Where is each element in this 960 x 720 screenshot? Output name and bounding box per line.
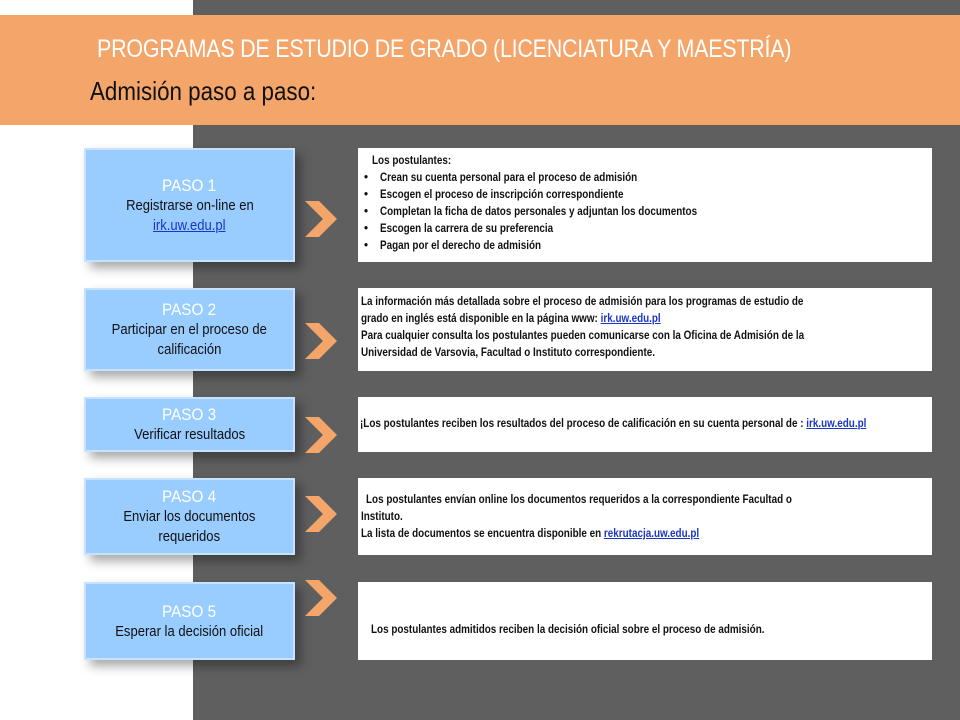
step-1-box — [84, 148, 295, 262]
step-4-info-line1: Los postulantes envían online los documentos requeridos a la correspondiente Facultad o — [366, 494, 792, 506]
step-5-box — [84, 582, 295, 660]
step-4-description-line2: requeridos — [158, 529, 221, 545]
step-3-box — [84, 397, 295, 452]
step-4-box — [84, 478, 295, 555]
step-2-title: PASO 2 — [162, 300, 217, 319]
step-5-info — [358, 582, 932, 660]
step-2-info-line3: Para cualquier consulta los postulantes pueden comunicarse con la Oficina de Admisión de la — [361, 330, 805, 342]
step-4-info — [358, 478, 932, 555]
step-1-link[interactable]: irk.uw.edu.pl — [153, 217, 226, 234]
list-item: • Escogen la carrera de su preferencia — [364, 223, 554, 235]
step-1-info-intro: Los postulantes: — [372, 155, 452, 167]
step-4-info-line3: La lista de documentos se encuentra disponible en — [361, 528, 604, 540]
page-subtitle: Admisión paso a paso: — [90, 76, 317, 106]
step-5-description: Esperar la decisión oficial — [115, 623, 264, 640]
step-3-info-text: ¡Los postulantes reciben los resultados del proceso de calificación en su cuenta personal de : — [360, 418, 807, 430]
step-4-info-link[interactable]: rekrutacja.uw.edu.pl — [603, 528, 700, 540]
step-2-description-line2: calificación — [157, 342, 222, 358]
list-item: • Crean su cuenta personal para el proceso de admisión — [364, 172, 638, 184]
step-4-info-line2: Instituto. — [361, 511, 403, 523]
page-title: PROGRAMAS DE ESTUDIO DE GRADO (LICENCIATURA Y MAESTRÍA) — [97, 35, 792, 63]
step-2-box — [84, 288, 295, 371]
step-5-title: PASO 5 — [162, 601, 217, 621]
step-3-info — [358, 397, 932, 452]
step-5-info-text: Los postulantes admitidos reciben la decisión oficial sobre el proceso de admisión. — [371, 624, 765, 636]
step-1-info-list — [360, 170, 932, 255]
chevron-right-icon — [303, 199, 339, 239]
step-2-info-line2: grado en inglés está disponible en la página www: — [361, 313, 601, 325]
step-4-description-line1: Enviar los documentos — [123, 509, 256, 525]
list-item: • Completan la ficha de datos personales y adjuntan los documentos — [364, 206, 698, 218]
chevron-right-icon — [303, 578, 339, 618]
step-2-description-line1: Participar en el proceso de — [111, 322, 268, 338]
step-2-info-line4: Universidad de Varsovia, Facultad o Instituto correspondiente. — [361, 347, 656, 359]
chevron-right-icon — [303, 415, 339, 455]
step-2-info — [358, 288, 932, 371]
chevron-right-icon — [303, 494, 339, 534]
step-2-info-line1: La información más detallada sobre el proceso de admisión para los programas de estudio de — [361, 296, 804, 308]
step-1-info — [358, 148, 932, 262]
step-3-title: PASO 3 — [162, 405, 217, 424]
chevron-right-icon — [303, 321, 339, 361]
step-1-description: Registrarse on-line en — [125, 197, 254, 214]
step-1-title: PASO 1 — [162, 175, 217, 195]
list-item: • Escogen el proceso de inscripción correspondiente — [364, 189, 624, 201]
step-3-info-link[interactable]: irk.uw.edu.pl — [806, 418, 867, 430]
header-band — [0, 15, 960, 125]
list-item: • Pagan por el derecho de admisión — [364, 240, 542, 252]
step-2-info-link[interactable]: irk.uw.edu.pl — [600, 313, 661, 325]
step-4-title: PASO 4 — [162, 487, 217, 506]
step-3-description: Verificar resultados — [134, 427, 245, 443]
